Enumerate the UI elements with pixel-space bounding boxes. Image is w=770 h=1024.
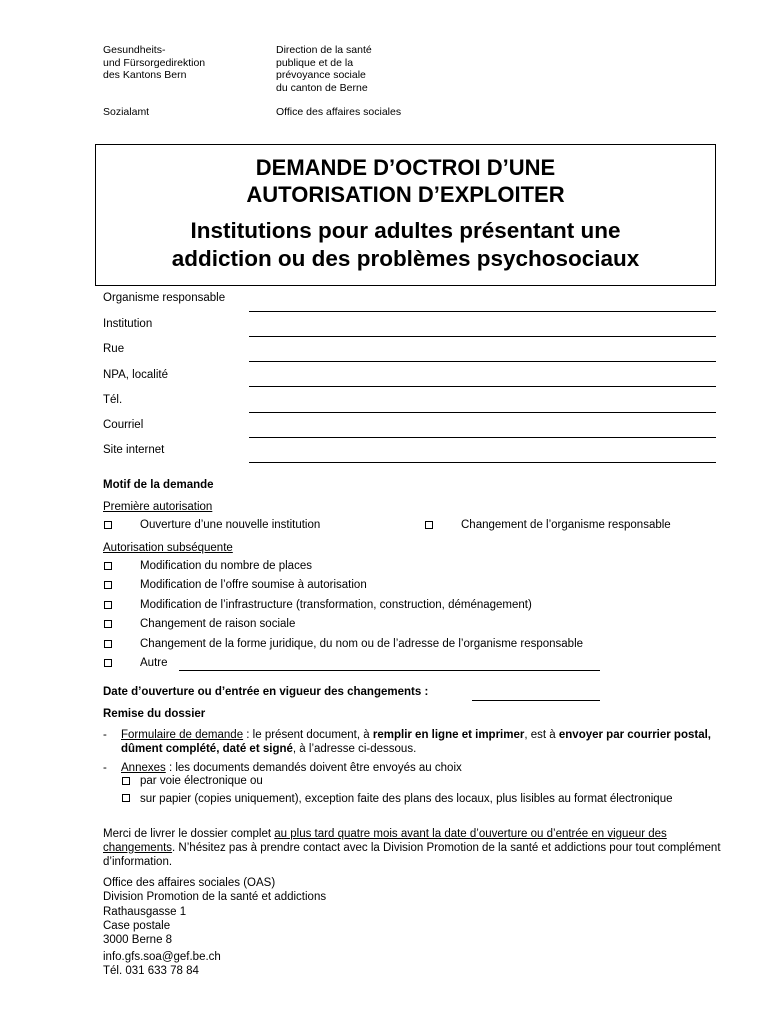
address-line: Division Promotion de la santé et addictions (103, 891, 327, 903)
autre-input[interactable] (179, 670, 600, 671)
option-raison-sociale: Changement de raison sociale (140, 618, 296, 630)
checkbox-raison-sociale[interactable] (104, 618, 112, 630)
remise-heading: Remise du dossier (103, 708, 206, 720)
checkbox-changement-organisme[interactable] (425, 519, 433, 531)
formulaire-link: Formulaire de demande (121, 729, 244, 741)
annexes-link: Annexes (121, 762, 166, 774)
motif-heading: Motif de la demande (103, 479, 214, 491)
address-line: Rathausgasse 1 (103, 906, 187, 918)
checkbox-forme-juridique[interactable] (104, 638, 112, 650)
field-input-tel[interactable] (249, 412, 716, 413)
checkbox-places[interactable] (104, 560, 112, 572)
header-left-block: Gesundheits- und Fürsorgedirektion des Kantons Bern (103, 44, 206, 81)
contact-phone: Tél. 031 633 78 84 (103, 965, 199, 977)
field-label-site: Site internet (103, 444, 165, 456)
option-electronique: par voie électronique ou (140, 775, 263, 787)
address-line: Case postale (103, 920, 171, 932)
field-label-rue: Rue (103, 343, 125, 355)
option-places: Modification du nombre de places (140, 560, 312, 572)
field-input-institution[interactable] (249, 336, 716, 337)
bullet-dash: - (103, 729, 107, 741)
form-title: DEMANDE D’OCTROI D’UNE AUTORISATION D’EXPLOITER (246, 155, 565, 207)
checkbox-infrastructure[interactable] (104, 599, 112, 611)
address-line: Office des affaires sociales (OAS) (103, 877, 276, 889)
header-right-block: Direction de la santé publique et de la prévoyance sociale du canton de Berne (276, 44, 372, 94)
bullet-dash: - (103, 762, 107, 774)
autorisation-subsequente-heading: Autorisation subséquente (103, 542, 233, 554)
header-right-office: Office des affaires sociales (276, 106, 402, 118)
checkbox-papier[interactable] (122, 792, 130, 804)
checkbox-autre[interactable] (104, 657, 112, 669)
premiere-autorisation-heading: Première autorisation (103, 501, 213, 513)
field-input-site[interactable] (249, 462, 716, 463)
field-label-organisme: Organisme responsable (103, 292, 226, 304)
checkbox-offre[interactable] (104, 579, 112, 591)
address-line: 3000 Berne 8 (103, 934, 173, 946)
option-offre: Modification de l’offre soumise à autorisation (140, 579, 367, 591)
field-label-courriel: Courriel (103, 419, 144, 431)
contact-email[interactable]: info.gfs.soa@gef.be.ch (103, 951, 221, 963)
field-label-tel: Tél. (103, 394, 123, 406)
checkbox-electronique[interactable] (122, 775, 130, 787)
form-subtitle: Institutions pour adultes présentant une addiction ou des problèmes psychosociaux (171, 218, 640, 271)
field-label-npa: NPA, localité (103, 369, 168, 381)
formulaire-paragraph: Formulaire de demande : le présent document, à remplir en ligne et imprimer, est à envoyer par courrier postal, dûment complété, daté et signé, à l’adresse ci-dessous. (121, 729, 711, 755)
option-autre: Autre (140, 657, 168, 669)
checkbox-ouverture[interactable] (104, 519, 112, 531)
date-input[interactable] (472, 700, 600, 701)
field-label-institution: Institution (103, 318, 153, 330)
field-input-rue[interactable] (249, 361, 716, 362)
title-box (95, 144, 716, 286)
field-input-courriel[interactable] (249, 437, 716, 438)
option-infrastructure: Modification de l’infrastructure (transformation, construction, déménagement) (140, 599, 532, 611)
date-label: Date d’ouverture ou d’entrée en vigueur des changements : (103, 686, 429, 698)
field-input-npa[interactable] (249, 386, 716, 387)
annexes-paragraph: Annexes : les documents demandés doivent être envoyés au choix (121, 762, 462, 774)
field-input-organisme[interactable] (249, 311, 716, 312)
closing-paragraph: Merci de livrer le dossier complet au plus tard quatre mois avant la date d’ouverture ou d’entrée en vigueur des changements. N’hésitez pas à prendre contact avec la Division Promotion de la santé et addictions pour tout complément d’information. (103, 828, 721, 868)
option-papier: sur papier (copies uniquement), exception faite des plans des locaux, plus lisibles au format électronique (140, 793, 673, 805)
option-forme-juridique: Changement de la forme juridique, du nom ou de l’adresse de l’organisme responsable (140, 638, 584, 650)
header-left-office: Sozialamt (103, 106, 150, 118)
option-changement-organisme: Changement de l’organisme responsable (461, 519, 671, 531)
option-ouverture: Ouverture d’une nouvelle institution (140, 519, 321, 531)
